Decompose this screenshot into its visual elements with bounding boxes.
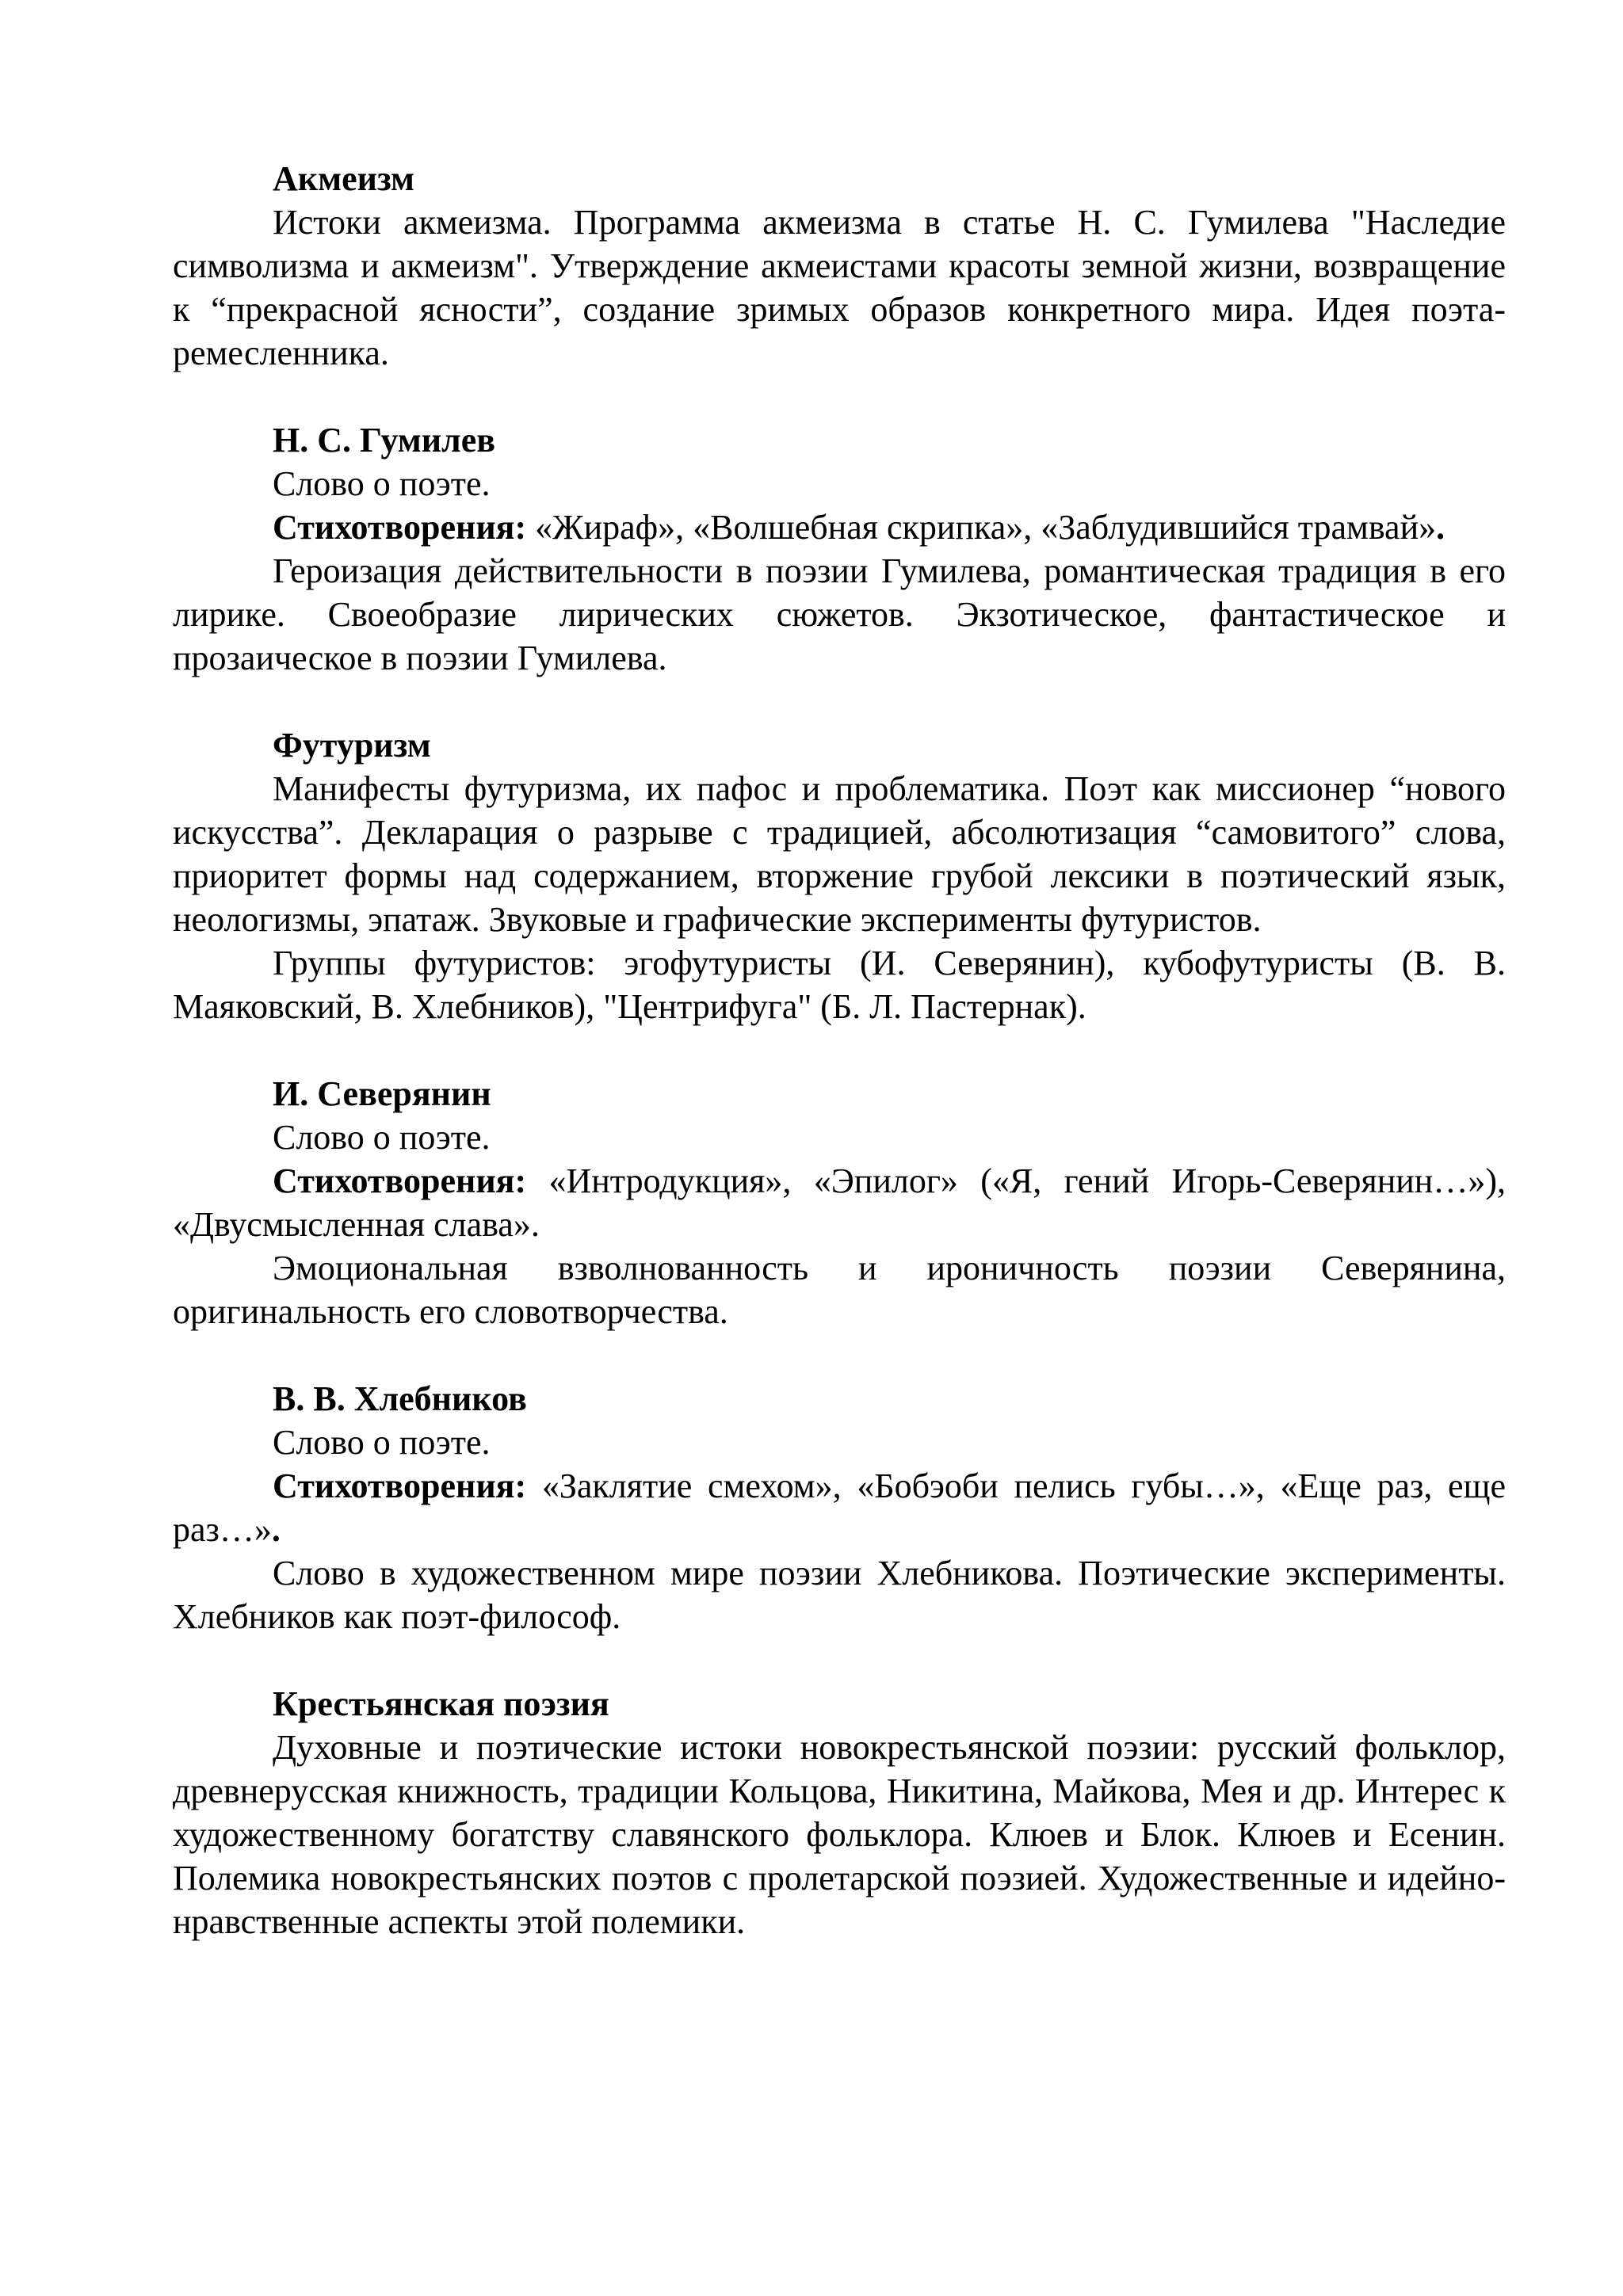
paragraph: Духовные и поэтические истоки новокрестьянской поэзии: русский фольклор, древнерусская книжность, традиции Кольцова, Никитина, Майкова, Мея и др. Интерес к художественному богатству славянского фольклора. Клюев и Блок. Клюев и Есенин. Полемика новокрестьянских поэтов с пролетарской поэзией. Художественные и идейно-нравственные аспекты этой полемики. bbox=[173, 1728, 1506, 1941]
section-heading: И. Северянин bbox=[273, 1074, 491, 1113]
paragraph: Эмоциональная взволнованность и ироничность поэзии Северянина, оригинальность его словотворчества. bbox=[173, 1249, 1506, 1331]
section-peasant-poetry bbox=[173, 1682, 1506, 1943]
about-poet-line: Слово о поэте. bbox=[273, 464, 491, 503]
section-heading: Акмеизм bbox=[273, 159, 415, 198]
paragraph: Героизация действительности в поэзии Гумилева, романтическая традиция в его лирике. Своеобразие лирических сюжетов. Экзотическое, фантастическое и прозаическое в поэзии Гумилева. bbox=[173, 551, 1506, 677]
section-heading: Н. С. Гумилев bbox=[273, 421, 496, 460]
poems-paragraph bbox=[173, 505, 1506, 549]
paragraph: Истоки акмеизма. Программа акмеизма в статье Н. С. Гумилева "Наследие символизма и акмеизм". Утверждение акмеистами красоты земной жизни, возвращение к “прекрасной ясности”, создание зримых образов конкретного мира. Идея поэта-ремесленника. bbox=[173, 203, 1506, 372]
poems-paragraph bbox=[173, 1464, 1506, 1551]
section-khlebnikov bbox=[173, 1377, 1506, 1638]
poems-paragraph bbox=[173, 1159, 1506, 1246]
paragraph: Группы футуристов: эгофутуристы (И. Северянин), кубофутуристы (В. В. Маяковский, В. Хлебников), "Центрифуга" (Б. Л. Пастернак). bbox=[173, 944, 1506, 1026]
poems-label: Стихотворения: bbox=[273, 1161, 527, 1200]
section-acmeism bbox=[173, 157, 1506, 375]
poems-list: «Жираф», «Волшебная скрипка», «Заблудившийся трамвай» bbox=[535, 508, 1437, 547]
paragraph: Слово в художественном мире поэзии Хлебникова. Поэтические эксперименты. Хлебников как поэт-философ. bbox=[173, 1554, 1506, 1636]
section-futurism bbox=[173, 723, 1506, 1028]
poems-list: «Интродукция», «Эпилог» («Я, гений Игорь-Северянин…»), «Двусмысленная слава». bbox=[173, 1161, 1506, 1244]
poems-end-mark: . bbox=[271, 1510, 281, 1549]
section-heading: В. В. Хлебников bbox=[273, 1379, 527, 1418]
section-severyanin bbox=[173, 1072, 1506, 1333]
poems-list: «Заклятие смехом», «Бобэоби пелись губы…», «Еще раз, еще раз…» bbox=[173, 1466, 1506, 1549]
about-poet-line: Слово о поэте. bbox=[273, 1423, 491, 1462]
section-heading: Крестьянская поэзия bbox=[273, 1684, 609, 1723]
section-gumilev bbox=[173, 418, 1506, 680]
paragraph: Манифесты футуризма, их пафос и проблематика. Поэт как миссионер “нового искусства”. Декларация о разрыве с традицией, абсолютизация “самовитого” слова, приоритет формы над содержанием, вторжение грубой лексики в поэтический язык, неологизмы, эпатаж. Звуковые и графические эксперименты футуристов. bbox=[173, 769, 1506, 939]
poems-label: Стихотворения: bbox=[273, 1466, 527, 1505]
poems-label: Стихотворения: bbox=[273, 508, 527, 547]
section-heading: Футуризм bbox=[273, 726, 431, 765]
document-body bbox=[173, 157, 1506, 1987]
poems-end-mark: . bbox=[1436, 508, 1445, 547]
about-poet-line: Слово о поэте. bbox=[273, 1118, 491, 1157]
